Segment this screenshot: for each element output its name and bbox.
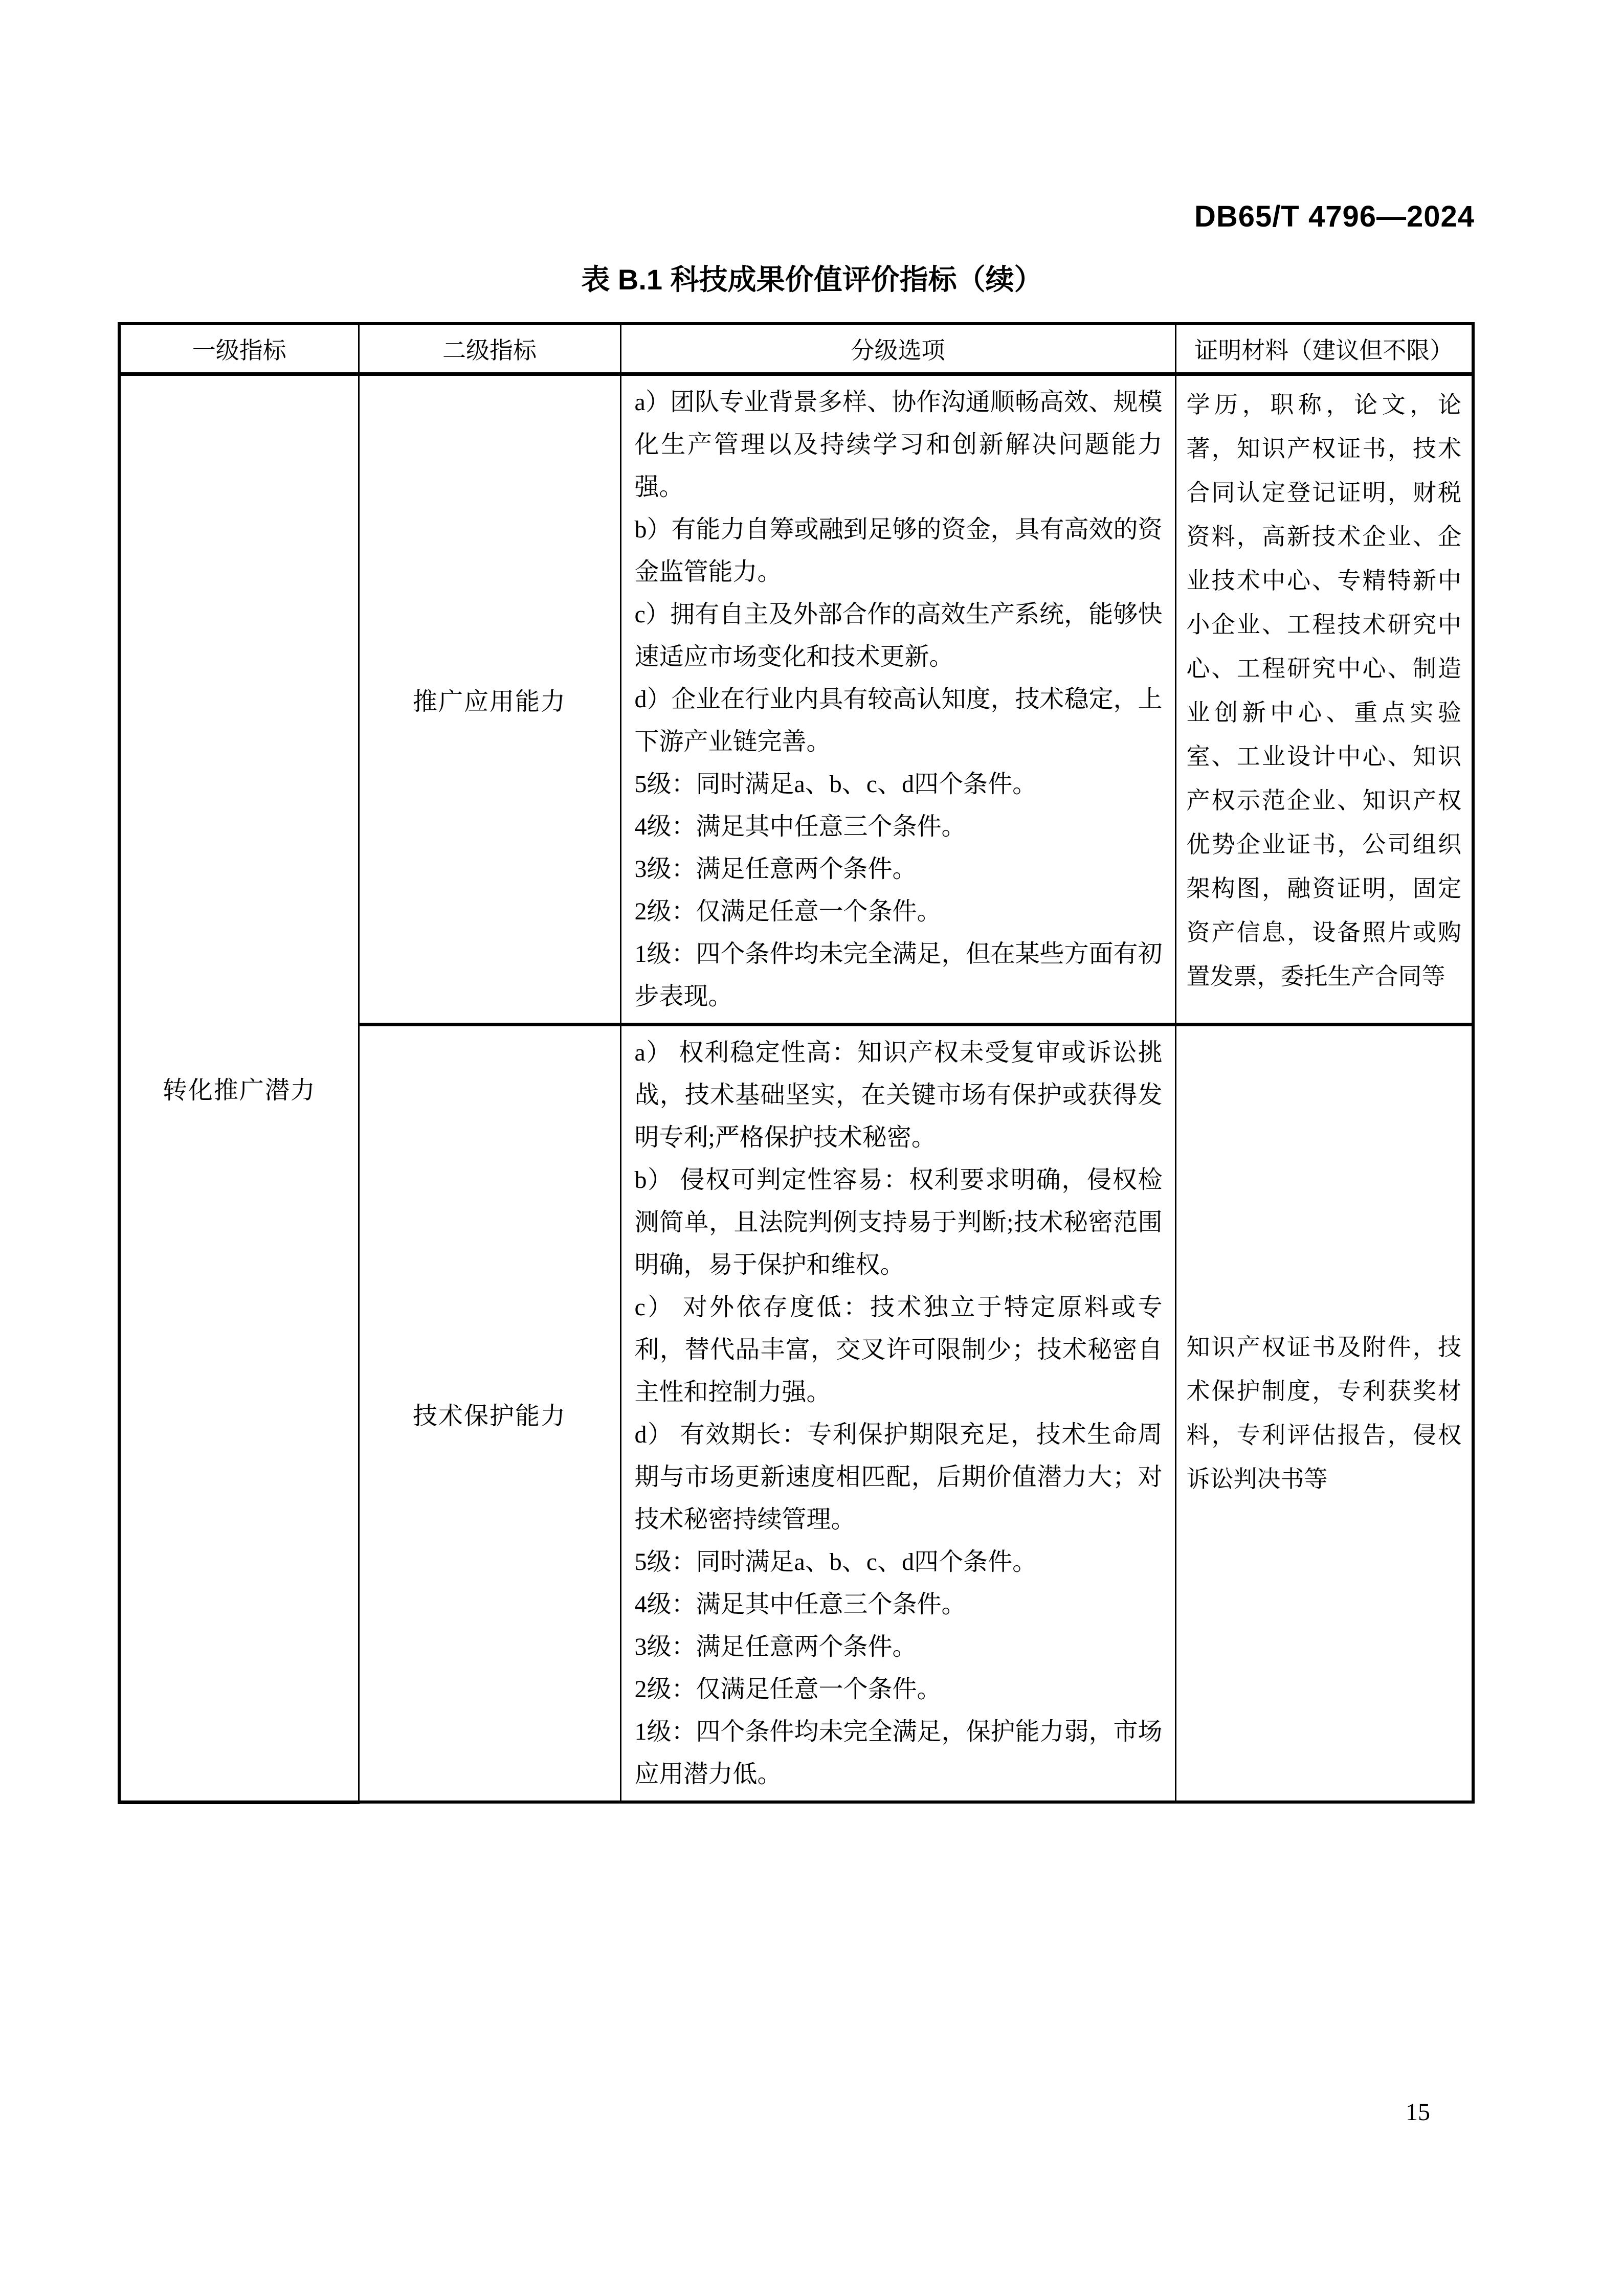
evaluation-indicator-table bbox=[118, 322, 1475, 1804]
column-header-level2: 二级指标 bbox=[359, 324, 620, 374]
grading-option-line: 1级：四个条件均未完全满足，保护能力弱，市场应用潜力低。 bbox=[634, 1718, 1163, 1788]
evidence-text: 知识产权证书及附件，技术保护制度，专利获奖材料，专利评估报告，侵权诉讼判决书等 bbox=[1186, 1334, 1461, 1492]
grading-option-line: d） 有效期长：专利保护期限充足，技术生命周期与市场更新速度相匹配，后期价值潜力大；对技术秘密持续管理。 bbox=[634, 1421, 1163, 1533]
column-header-evidence: 证明材料（建议但不限） bbox=[1175, 324, 1473, 374]
grading-options-cell bbox=[620, 374, 1175, 1025]
grading-option-line: 4级：满足其中任意三个条件。 bbox=[634, 1591, 966, 1618]
evidence-text: 学历，职称，论文，论著，知识产权证书，技术合同认定登记证明，财税资料，高新技术企业、企业技术中心、专精特新中小企业、工程技术研究中心、工程研究中心、制造业创新中心、重点实验室、工业设计中心、知识产权示范企业、知识产权优势企业证书，公司组织架构图，融资证明，固定资产信息，设备照片或购置发票，委托生产合同等 bbox=[1186, 392, 1461, 989]
grading-option-line: 2级：仅满足任意一个条件。 bbox=[634, 898, 942, 925]
level2-indicator-cell: 推广应用能力 bbox=[359, 374, 620, 1025]
grading-option-line: a） 权利稳定性高：知识产权未受复审或诉讼挑战，技术基础坚实，在关键市场有保护或获得发明专利;严格保护技术秘密。 bbox=[634, 1039, 1163, 1151]
level2-indicator-cell: 技术保护能力 bbox=[359, 1025, 620, 1803]
level1-indicator-cell: 转化推广潜力 bbox=[119, 374, 359, 1803]
grading-option-line: c）拥有自主及外部合作的高效生产系统，能够快速适应市场变化和技术更新。 bbox=[634, 601, 1163, 670]
table-row bbox=[119, 374, 1473, 1025]
grading-option-line: b） 侵权可判定性容易：权利要求明确，侵权检测简单，且法院判例支持易于判断;技术秘密范围明确，易于保护和维权。 bbox=[634, 1166, 1163, 1278]
standard-number-header: DB65/T 4796—2024 bbox=[1194, 200, 1475, 233]
evidence-materials-cell bbox=[1175, 374, 1473, 1025]
grading-option-line: b）有能力自筹或融到足够的资金，具有高效的资金监管能力。 bbox=[634, 516, 1163, 586]
table-header-row bbox=[119, 324, 1473, 374]
evidence-materials-cell bbox=[1175, 1025, 1473, 1803]
grading-option-line: 4级：满足其中任意三个条件。 bbox=[634, 813, 966, 840]
grading-option-line: a）团队专业背景多样、协作沟通顺畅高效、规模化生产管理以及持续学习和创新解决问题能力强。 bbox=[634, 389, 1163, 501]
column-header-grading-options: 分级选项 bbox=[620, 324, 1175, 374]
grading-option-line: c） 对外依存度低：技术独立于特定原料或专利，替代品丰富，交叉许可限制少；技术秘密自主性和控制力强。 bbox=[634, 1294, 1163, 1406]
grading-option-line: 5级：同时满足a、b、c、d四个条件。 bbox=[634, 771, 1037, 798]
page-number: 15 bbox=[1406, 2099, 1430, 2126]
grading-option-line: d）企业在行业内具有较高认知度，技术稳定，上下游产业链完善。 bbox=[634, 686, 1163, 755]
grading-option-line: 2级：仅满足任意一个条件。 bbox=[634, 1676, 942, 1703]
grading-option-line: 3级：满足任意两个条件。 bbox=[634, 1633, 917, 1660]
grading-option-line: 1级：四个条件均未完全满足，但在某些方面有初步表现。 bbox=[634, 940, 1163, 1010]
grading-options-cell bbox=[620, 1025, 1175, 1803]
column-header-level1: 一级指标 bbox=[119, 324, 359, 374]
grading-option-line: 5级：同时满足a、b、c、d四个条件。 bbox=[634, 1548, 1037, 1575]
grading-option-line: 3级：满足任意两个条件。 bbox=[634, 856, 917, 883]
table-title: 表 B.1 科技成果价值评价指标（续） bbox=[581, 263, 1043, 296]
